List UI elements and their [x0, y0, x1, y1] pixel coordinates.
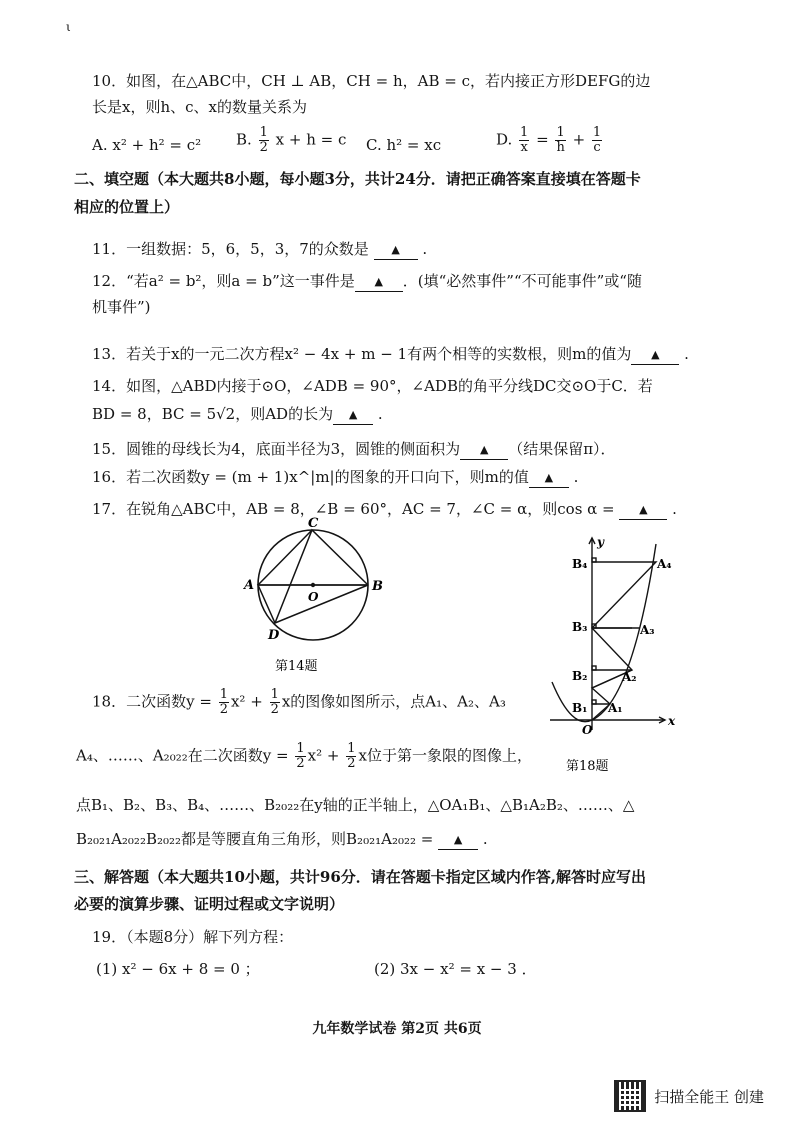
label-b: B	[372, 579, 383, 594]
svg-text:A₃: A₃	[640, 623, 655, 637]
fraction: $\frac{1}{2}$	[259, 125, 268, 155]
svg-text:O: O	[582, 723, 593, 737]
caption-18: 第18题	[566, 759, 609, 774]
label-a: A	[244, 578, 255, 593]
label-d: D	[268, 628, 280, 643]
q10-option-d: D. $\frac{1}{x}$ = $\frac{1}{h}$ + $\frac{1}{c}$	[496, 125, 602, 155]
label-o: O	[308, 590, 319, 604]
svg-text:y: y	[597, 535, 604, 549]
figure-14	[240, 515, 390, 685]
q17: 17．在锐角△ABC中，AB = 8，∠B = 60°，AC = 7，∠C = α，则cos α = ▲ .	[92, 500, 677, 518]
q18-line3: 点B₁、B₂、B₃、B₄、……、B₂₀₂₂在y轴的正半轴上，△OA₁B₁、△B₁A₂B₂、……、△	[76, 796, 635, 814]
svg-text:A₄: A₄	[657, 557, 672, 571]
section-3-heading-cont: 必要的演算步骤、证明过程或文字说明）	[74, 895, 345, 913]
q12-line2: 机事件”)	[92, 298, 151, 316]
corner-mark: ι	[66, 20, 71, 34]
q14-line2: BD = 8，BC = 5√2，则AD的长为 ▲ .	[92, 405, 383, 423]
q16: 16．若二次函数y = (m + 1)x^|m|的图象的开口向下，则m的值 ▲ .	[92, 468, 579, 486]
figure-18	[540, 532, 690, 777]
section-2-heading-cont: 相应的位置上）	[74, 198, 180, 216]
q18-line1: 18．二次函数y = $\frac{1}{2}$ x² + $\frac{1}{2}$ x的图像如图所示，点A₁、A₂、A₃	[92, 687, 506, 717]
q19-part2: (2) 3x − x² = x − 3 ．	[374, 960, 537, 978]
svg-text:B₂: B₂	[572, 669, 588, 683]
section-2-heading: 二、填空题（本大题共8小题，每小题3分，共计24分．请把正确答案直接填在答题卡	[74, 170, 641, 188]
svg-text:A₂: A₂	[622, 670, 637, 684]
q10-option-b: B. $\frac{1}{2}$ x + h = c	[236, 125, 347, 155]
page-footer: 九年数学试卷 第2页 共6页	[312, 1021, 482, 1037]
q10-option-c: C. h² = xc	[366, 136, 442, 154]
q10-option-a: A. x² + h² = c²	[92, 136, 202, 154]
label-c: C	[308, 516, 319, 531]
q18-line4: B₂₀₂₁A₂₀₂₂B₂₀₂₂都是等腰直角三角形，则B₂₀₂₁A₂₀₂₂ = ▲ .	[76, 830, 488, 848]
q19-title: 19．（本题8分）解下列方程：	[92, 928, 294, 946]
svg-text:x: x	[668, 714, 676, 728]
scanner-watermark	[614, 1080, 764, 1112]
q14-line1: 14．如图，△ABD内接于⊙O，∠ADB = 90°，∠ADB的角平分线DC交⊙O于C．若	[92, 377, 653, 395]
q19-part1: (1) x² − 6x + 8 = 0 ；	[96, 960, 260, 978]
q10-line2: 长是x，则h、c、x的数量关系为	[92, 98, 307, 116]
watermark-text: 扫描全能王 创建	[654, 1087, 764, 1106]
q10-line1: 10．如图，在△ABC中，CH ⊥ AB，CH = h，AB = c，若内接正方形DEFG的边	[92, 72, 651, 90]
svg-text:B₄: B₄	[572, 557, 588, 571]
svg-text:B₁: B₁	[572, 701, 588, 715]
q11: 11．一组数据：5，6，5，3，7的众数是 ▲ .	[92, 240, 428, 258]
segment-dcb	[275, 530, 368, 623]
q13: 13．若关于x的一元二次方程x² − 4x + m − 1有两个相等的实数根，则m的值为 ▲ .	[92, 345, 689, 363]
q18-line2: A₄、……、A₂₀₂₂在二次函数y = $\frac{1}{2}$ x² + $\frac{1}{2}$ x位于第一象限的图像上，	[76, 741, 532, 771]
qr-code-icon	[614, 1080, 646, 1112]
caption-14: 第14题	[275, 659, 318, 674]
q15: 15．圆锥的母线长为4，底面半径为3，圆锥的侧面积为 ▲ （结果保留π）．	[92, 440, 616, 458]
q12-line1: 12．“若a² = b²，则a = b”这一事件是 ▲ ．(填“必然事件”“不可能事件”或“随	[92, 272, 642, 290]
svg-text:B₃: B₃	[572, 620, 588, 634]
svg-text:A₁: A₁	[608, 701, 623, 715]
section-3-heading: 三、解答题（本大题共10小题，共计96分．请在答题卡指定区域内作答,解答时应写出	[74, 868, 646, 886]
